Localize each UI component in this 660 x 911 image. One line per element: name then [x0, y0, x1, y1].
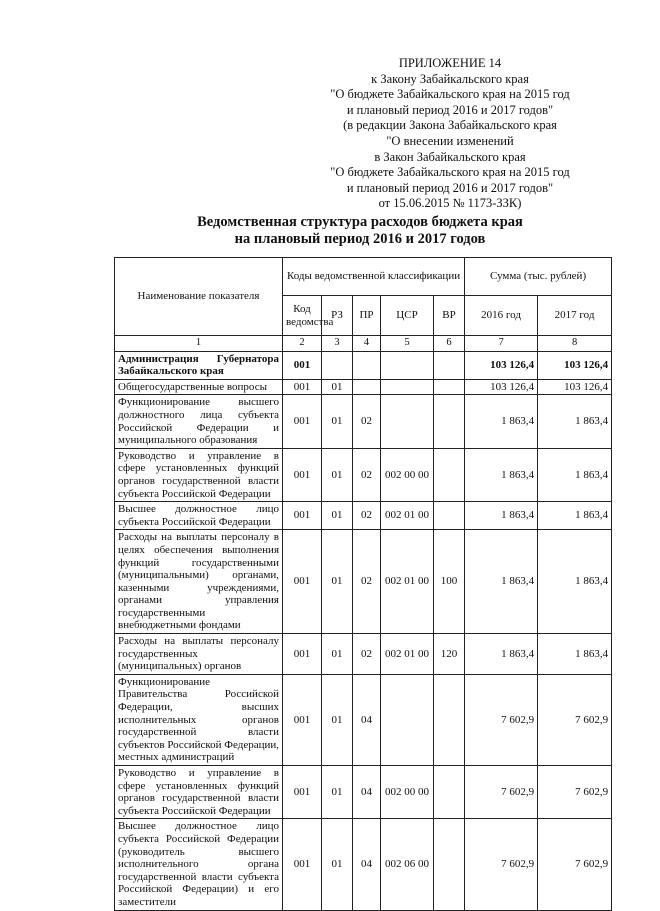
row-vr — [434, 395, 465, 448]
table-row — [115, 674, 612, 765]
row-rz: 01 — [322, 395, 353, 448]
row-vr — [434, 819, 465, 910]
table-row — [115, 502, 612, 530]
table-row — [115, 819, 612, 910]
appendix-line: к Закону Забайкальского края — [371, 71, 529, 86]
row-pr: 02 — [353, 448, 381, 501]
appendix-line: "О бюджете Забайкальского края на 2015 год — [330, 87, 570, 102]
header-pr: ПР — [353, 296, 381, 336]
row-rz: 01 — [322, 819, 353, 910]
column-number: 1 — [115, 336, 283, 352]
row-2017: 1 863,4 — [538, 395, 612, 448]
appendix-line: ПРИЛОЖЕНИЕ 14 — [398, 56, 502, 70]
row-csr — [381, 351, 434, 379]
row-2016: 1 863,4 — [465, 448, 538, 501]
column-number: 5 — [381, 336, 434, 352]
header-codes-group: Коды ведомственной классификации — [283, 258, 465, 296]
table-row — [115, 351, 612, 379]
document-title — [60, 214, 660, 248]
header-rz: РЗ — [322, 296, 353, 336]
table-row — [115, 530, 612, 634]
row-2017: 7 602,9 — [538, 766, 612, 819]
row-name: Высшее должностное лицо субъекта Российской Федерации — [115, 502, 283, 530]
row-name: Общегосударственные вопросы — [115, 379, 283, 395]
column-number: 3 — [322, 336, 353, 352]
table-row — [115, 766, 612, 819]
row-csr: 002 00 00 — [381, 448, 434, 501]
row-2017: 103 126,4 — [538, 351, 612, 379]
row-dept: 001 — [283, 634, 322, 675]
table-row — [115, 448, 612, 501]
appendix-line: "О бюджете Забайкальского края на 2015 год — [330, 165, 570, 180]
appendix-header — [300, 56, 600, 212]
row-name: Высшее должностное лицо субъекта Российской Федерации (руководитель высшего исполнительного органа государственной власти субъекта Российской Федерации) и его заместители — [115, 819, 283, 910]
row-pr: 04 — [353, 766, 381, 819]
header-sum-group: Сумма (тыс. рублей) — [465, 258, 612, 296]
column-number: 7 — [465, 336, 538, 352]
row-2016: 7 602,9 — [465, 766, 538, 819]
row-csr: 002 01 00 — [381, 530, 434, 634]
header-dept: Код ведомства — [283, 296, 322, 336]
row-2017: 7 602,9 — [538, 674, 612, 765]
row-dept: 001 — [283, 766, 322, 819]
row-pr — [353, 351, 381, 379]
header-vr: ВР — [434, 296, 465, 336]
column-number: 6 — [434, 336, 465, 352]
row-pr: 02 — [353, 530, 381, 634]
row-csr — [381, 395, 434, 448]
header-csr: ЦСР — [381, 296, 434, 336]
row-name: Руководство и управление в сфере установленных функций органов государственной власти субъекта Российской Федерации — [115, 766, 283, 819]
row-vr: 120 — [434, 634, 465, 675]
column-number: 4 — [353, 336, 381, 352]
row-pr: 02 — [353, 634, 381, 675]
row-2017: 1 863,4 — [538, 634, 612, 675]
column-number: 2 — [283, 336, 322, 352]
row-rz: 01 — [322, 502, 353, 530]
row-csr — [381, 674, 434, 765]
budget-table — [114, 257, 612, 911]
appendix-line: "О внесении изменений — [386, 133, 514, 148]
row-2016: 1 863,4 — [465, 530, 538, 634]
header-2016: 2016 год — [465, 296, 538, 336]
row-2016: 1 863,4 — [465, 395, 538, 448]
row-rz: 01 — [322, 634, 353, 675]
row-vr — [434, 448, 465, 501]
row-name: Расходы на выплаты персоналу государственных (муниципальных) органов — [115, 634, 283, 675]
header-name: Наименование показателя — [115, 258, 283, 336]
row-2016: 103 126,4 — [465, 379, 538, 395]
row-2016: 103 126,4 — [465, 351, 538, 379]
row-rz: 01 — [322, 766, 353, 819]
row-dept: 001 — [283, 351, 322, 379]
row-name: Функционирование высшего должностного лица субъекта Российской Федерации и муниципального образования — [115, 395, 283, 448]
row-dept: 001 — [283, 502, 322, 530]
row-2017: 7 602,9 — [538, 819, 612, 910]
row-rz — [322, 351, 353, 379]
row-csr — [381, 379, 434, 395]
appendix-line: в Закон Забайкальского края — [374, 149, 526, 164]
row-2017: 103 126,4 — [538, 379, 612, 395]
appendix-line: и плановый период 2016 и 2017 годов" — [346, 180, 554, 195]
title-line-2: на плановый период 2016 и 2017 годов — [234, 231, 486, 247]
row-vr — [434, 766, 465, 819]
row-dept: 001 — [283, 395, 322, 448]
row-dept: 001 — [283, 448, 322, 501]
row-dept: 001 — [283, 530, 322, 634]
row-dept: 001 — [283, 379, 322, 395]
appendix-line: (в редакции Закона Забайкальского края — [343, 118, 557, 133]
row-pr: 04 — [353, 819, 381, 910]
row-name: Функционирование Правительства Российской Федерации, высших исполнительных органов государственной власти субъектов Российской Федерации, местных администраций — [115, 674, 283, 765]
row-rz: 01 — [322, 674, 353, 765]
row-name: Расходы на выплаты персоналу в целях обеспечения выполнения функций государственными (муниципальными) органами, казенными учреждениями, органами управления государственными внебюджетными фондами — [115, 530, 283, 634]
row-2016: 7 602,9 — [465, 674, 538, 765]
row-pr — [353, 379, 381, 395]
row-2017: 1 863,4 — [538, 448, 612, 501]
row-csr: 002 06 00 — [381, 819, 434, 910]
row-2016: 1 863,4 — [465, 634, 538, 675]
title-line-1: Ведомственная структура расходов бюджета края — [197, 214, 523, 230]
row-csr: 002 00 00 — [381, 766, 434, 819]
column-number-row — [115, 336, 612, 352]
row-vr — [434, 674, 465, 765]
row-2016: 1 863,4 — [465, 502, 538, 530]
row-2016: 7 602,9 — [465, 819, 538, 910]
row-rz: 01 — [322, 448, 353, 501]
row-dept: 001 — [283, 674, 322, 765]
table-row — [115, 379, 612, 395]
column-number: 8 — [538, 336, 612, 352]
row-pr: 04 — [353, 674, 381, 765]
row-rz: 01 — [322, 379, 353, 395]
header-2017: 2017 год — [538, 296, 612, 336]
row-pr: 02 — [353, 395, 381, 448]
appendix-line: от 15.06.2015 № 1173-ЗЗК) — [378, 196, 522, 211]
table-row — [115, 634, 612, 675]
row-vr — [434, 351, 465, 379]
row-name: Администрация Губернатора Забайкальского края — [115, 351, 283, 379]
row-name: Руководство и управление в сфере установленных функций органов государственной власти субъекта Российской Федерации — [115, 448, 283, 501]
row-2017: 1 863,4 — [538, 530, 612, 634]
row-vr: 100 — [434, 530, 465, 634]
row-vr — [434, 502, 465, 530]
row-pr: 02 — [353, 502, 381, 530]
row-dept: 001 — [283, 819, 322, 910]
row-rz: 01 — [322, 530, 353, 634]
row-vr — [434, 379, 465, 395]
appendix-line: и плановый период 2016 и 2017 годов" — [346, 102, 554, 117]
row-2017: 1 863,4 — [538, 502, 612, 530]
row-csr: 002 01 00 — [381, 502, 434, 530]
table-row — [115, 395, 612, 448]
row-csr: 002 01 00 — [381, 634, 434, 675]
